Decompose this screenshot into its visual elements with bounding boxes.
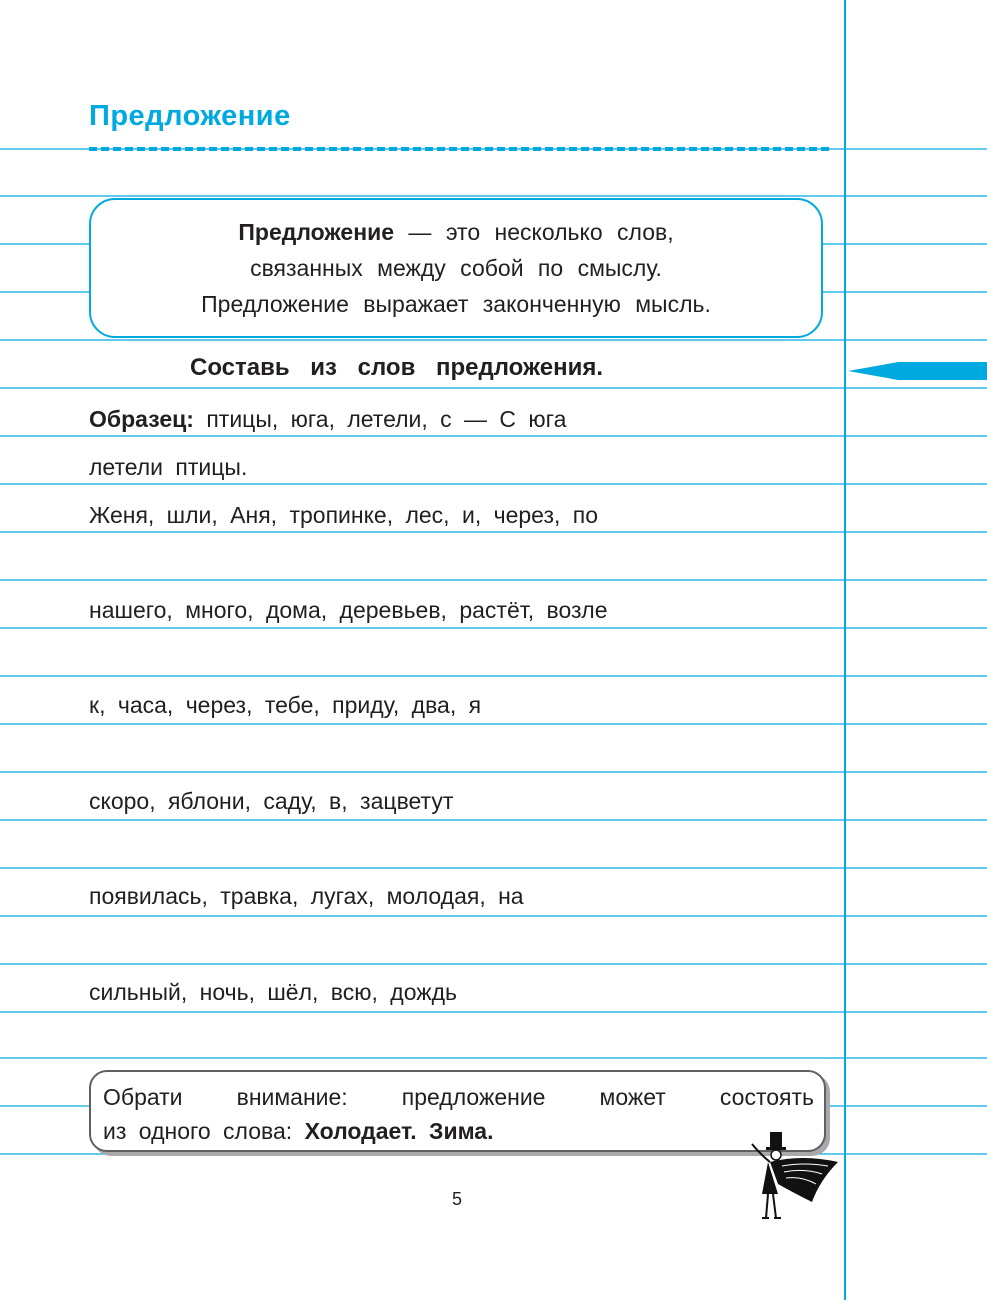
example-line-1 (89, 406, 570, 433)
margin-line (844, 0, 846, 1300)
note-line-1: Обрати внимание: предложение может состоять (103, 1084, 814, 1110)
attention-note (89, 1070, 826, 1152)
definition-term: Предложение (238, 219, 395, 245)
exercise-5: появилась, травка, лугах, молодая, на (89, 883, 528, 910)
definition-line-2: связанных между собой по смыслу. (250, 255, 662, 281)
exercise-6: сильный, ночь, шёл, всю, дождь (89, 979, 461, 1006)
example-line-2: летели птицы. (89, 454, 251, 481)
exercise-2: нашего, много, дома, деревьев, растёт, возле (89, 597, 612, 624)
exercise-1: Женя, шли, Аня, тропинке, лес, и, через, по (89, 502, 602, 529)
definition-line-3: Предложение выражает законченную мысль. (201, 291, 711, 317)
note-example-words: Холодает. Зима. (304, 1118, 494, 1144)
definition-box (89, 198, 823, 338)
illustration-man-with-cape (742, 1132, 842, 1224)
blue-pointer-arrow-icon (848, 362, 987, 380)
exercise-3: к, часа, через, тебе, приду, два, я (89, 692, 485, 719)
page-title: Предложение (89, 100, 291, 132)
definition-line-1-text: — это несколько слов, (394, 219, 674, 245)
exercise-4: скоро, яблони, саду, в, зацветут (89, 788, 457, 815)
note-line-2 (103, 1114, 814, 1148)
title-underline (89, 147, 829, 151)
example-words: птицы, юга, летели, с — С юга (193, 406, 567, 432)
example-label: Образец: (89, 406, 194, 432)
definition-line-1 (238, 214, 673, 250)
task-instruction: Составь из слов предложения. (190, 354, 603, 381)
page-number: 5 (451, 1189, 462, 1209)
note-line-2-text: из одного слова: (103, 1118, 305, 1144)
